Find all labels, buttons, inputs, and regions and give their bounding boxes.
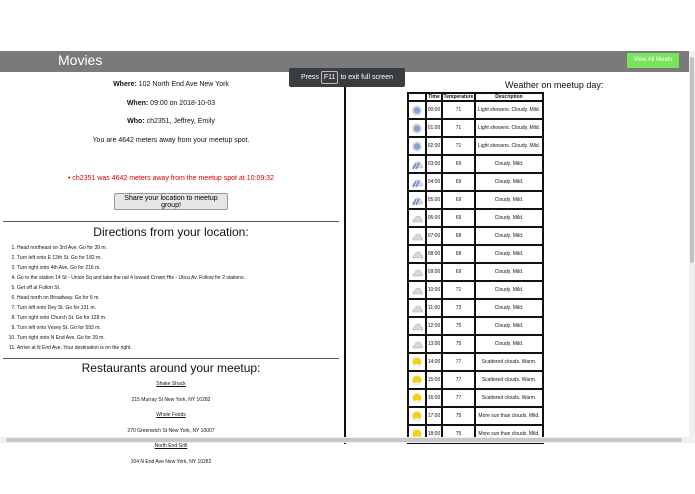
weather-temperature: 71 [442, 119, 475, 137]
weather-time: 08:00 [426, 245, 442, 263]
weather-time: 16:00 [426, 389, 442, 407]
meetup-when [0, 100, 342, 107]
when-value: 09:00 on 2018-10-03 [150, 100, 216, 107]
share-location-button[interactable]: Share your location to meetup group! [114, 193, 228, 210]
sun-cloud-icon [408, 353, 426, 371]
view-all-meets-button[interactable]: View All Meets [627, 53, 679, 68]
weather-description: Cloudy. Mild. [475, 191, 543, 209]
direction-step: 10. Turn right onto N End Ave. Go for 39 m. [17, 333, 245, 343]
who-value: ch2351, Jeffrey, Emily [146, 118, 215, 125]
weather-description: Cloudy. Mild. [475, 155, 543, 173]
sun-cloud-icon [408, 371, 426, 389]
weather-time: 09:00 [426, 263, 442, 281]
section-divider [3, 221, 339, 222]
sun-cloud-icon [408, 407, 426, 425]
weather-time: 07:00 [426, 227, 442, 245]
cloud-icon [408, 209, 426, 227]
weather-row [408, 137, 543, 155]
weather-temperature: 69 [442, 209, 475, 227]
cloud-icon [408, 281, 426, 299]
weather-row [408, 119, 543, 137]
direction-step: 9. Turn left onto Vesey St. Go for 593 m. [17, 323, 245, 333]
column-divider [344, 84, 346, 444]
weather-temperature: 68 [442, 245, 475, 263]
weather-temperature: 69 [442, 263, 475, 281]
rain-icon [408, 191, 426, 209]
weather-temperature: 69 [442, 155, 475, 173]
cloud-icon [408, 299, 426, 317]
where-value: 102 North End Ave New York [138, 81, 229, 88]
restaurant-address: 215 Murray St New York, NY 10282 [131, 397, 211, 403]
weather-row [408, 227, 543, 245]
weather-row [408, 245, 543, 263]
weather-description: Cloudy. Mild. [475, 317, 543, 335]
light-rain-icon [408, 119, 426, 137]
direction-step: 3. Turn right onto 4th Ave. Go for 216 m. [17, 263, 245, 273]
who-label: Who: [127, 118, 145, 125]
browser-viewport [0, 51, 695, 465]
cloud-icon [408, 263, 426, 281]
weather-time: 05:00 [426, 191, 442, 209]
fullscreen-toast-press: Press [301, 74, 319, 81]
horizontal-scrollbar-thumb[interactable] [6, 438, 682, 442]
direction-step: 4. Go to the station 14 St - Union Sq and take the rail 4 toward Crown Hts - Utica Av. Follow for 2 stations. [17, 273, 245, 283]
weather-description: Cloudy. Mild. [475, 263, 543, 281]
direction-step: 7. Turn left onto Dey St. Go for 131 m. [17, 303, 245, 313]
section-divider [3, 358, 339, 359]
weather-description: Scattered clouds. Warm. [475, 371, 543, 389]
when-label: When: [126, 100, 149, 107]
weather-time: 11:00 [426, 299, 442, 317]
restaurants-list [0, 377, 342, 470]
weather-temperature: 71 [442, 101, 475, 119]
fullscreen-toast [289, 68, 405, 87]
rain-icon [408, 173, 426, 191]
light-rain-icon [408, 137, 426, 155]
weather-temperature: 68 [442, 227, 475, 245]
weather-description: Light showers. Cloudy. Mild. [475, 137, 543, 155]
weather-row [408, 281, 543, 299]
weather-time: 01:00 [426, 119, 442, 137]
weather-time: 10:00 [426, 281, 442, 299]
f11-key: F11 [321, 71, 339, 84]
weather-row [408, 335, 543, 353]
weather-row [408, 173, 543, 191]
weather-description: Cloudy. Mild. [475, 335, 543, 353]
weather-description: Light showers. Cloudy. Mild. [475, 119, 543, 137]
restaurant-address: 104 N End Ave New York, NY 10282 [130, 459, 212, 465]
weather-description: Cloudy. Mild. [475, 173, 543, 191]
weather-temperature: 73 [442, 299, 475, 317]
restaurant-link[interactable]: Shake Shack [156, 381, 186, 387]
light-rain-icon [408, 101, 426, 119]
cloud-icon [408, 245, 426, 263]
weather-row [408, 371, 543, 389]
weather-rows [408, 101, 543, 443]
restaurant-link[interactable]: North End Grill [154, 443, 188, 449]
weather-row [408, 191, 543, 209]
weather-time: 12:00 [426, 317, 442, 335]
cloud-icon [408, 317, 426, 335]
weather-row [408, 263, 543, 281]
weather-description: Cloudy. Mild. [475, 209, 543, 227]
weather-row [408, 209, 543, 227]
weather-time: 17:00 [426, 407, 442, 425]
weather-temperature: 77 [442, 389, 475, 407]
weather-temperature: 69 [442, 191, 475, 209]
weather-description: Cloudy. Mild. [475, 299, 543, 317]
weather-time: 18:00 [426, 425, 442, 443]
weather-temperature: 69 [442, 173, 475, 191]
direction-step: 2. Turn left onto E 12th St. Go for 182 m. [17, 253, 245, 263]
direction-step: 1. Head northeast on 3rd Ave. Go for 39 m. [17, 243, 245, 253]
weather-temperature: 71 [442, 281, 475, 299]
directions-title: Directions from your location: [93, 225, 249, 239]
weather-description: Scattered clouds. Warm. [475, 389, 543, 407]
meetup-who [0, 118, 342, 125]
weather-description: More sun than clouds. Mild. [475, 407, 543, 425]
weather-time: 04:00 [426, 173, 442, 191]
weather-description: Light showers. Cloudy. Mild. [475, 101, 543, 119]
directions-list [8, 243, 245, 353]
direction-step: 6. Head north on Broadway. Go for 6 m. [17, 293, 245, 303]
direction-step: 11. Arrive at N End Ave. Your destination is on the right. [17, 343, 245, 353]
weather-temperature: 77 [442, 353, 475, 371]
weather-time: 14:00 [426, 353, 442, 371]
where-label: Where: [113, 81, 137, 88]
weather-time: 15:00 [426, 371, 442, 389]
weather-row [408, 317, 543, 335]
weather-row [408, 155, 543, 173]
member-distance-alert: • ch2351 was 4642 meters away from the meetup spot at 10:09:32 [0, 175, 342, 182]
weather-row [408, 101, 543, 119]
weather-temperature: 75 [442, 425, 475, 443]
weather-description: Cloudy. Mild. [475, 245, 543, 263]
weather-description: Cloudy. Mild. [475, 281, 543, 299]
weather-temperature: 77 [442, 371, 475, 389]
weather-time: 06:00 [426, 209, 442, 227]
col-icon-header [408, 93, 426, 101]
restaurant-address: 270 Greenwich St New York, NY 10007 [127, 428, 215, 434]
col-description-header: Description [475, 93, 543, 101]
weather-temperature: 75 [442, 317, 475, 335]
direction-step: 8. Turn right onto Church St. Go for 128 m. [17, 313, 245, 323]
weather-temperature: 75 [442, 335, 475, 353]
weather-row [408, 407, 543, 425]
weather-table [407, 92, 544, 444]
vertical-scrollbar-thumb[interactable] [690, 57, 694, 263]
weather-time: 03:00 [426, 155, 442, 173]
weather-time: 02:00 [426, 137, 442, 155]
col-time-header: Time [426, 93, 442, 101]
restaurant-link[interactable]: Whole Foods [156, 412, 186, 418]
weather-row [408, 299, 543, 317]
weather-time: 13:00 [426, 335, 442, 353]
restaurants-title: Restaurants around your meetup: [81, 361, 261, 375]
weather-title: Weather on meetup day: [505, 80, 604, 90]
weather-description: Cloudy. Mild. [475, 227, 543, 245]
rain-icon [408, 155, 426, 173]
weather-row [408, 389, 543, 407]
weather-time: 00:00 [426, 101, 442, 119]
direction-step: 5. Get off at Fulton St. [17, 283, 245, 293]
col-temperature-header: Temperature [443, 94, 474, 100]
weather-header-row [408, 93, 543, 101]
cloud-icon [408, 227, 426, 245]
weather-description: Scattered clouds. Warm. [475, 353, 543, 371]
weather-row [408, 353, 543, 371]
fullscreen-toast-rest: to exit full screen [340, 74, 393, 81]
sun-cloud-icon [408, 389, 426, 407]
page-title: Movies [58, 52, 103, 68]
weather-description: More sun than clouds. Mild. [475, 425, 543, 443]
cloud-icon [408, 335, 426, 353]
weather-temperature: 71 [442, 137, 475, 155]
weather-temperature: 75 [442, 407, 475, 425]
distance-text: You are 4642 meters away from your meetup spot. [92, 137, 250, 144]
